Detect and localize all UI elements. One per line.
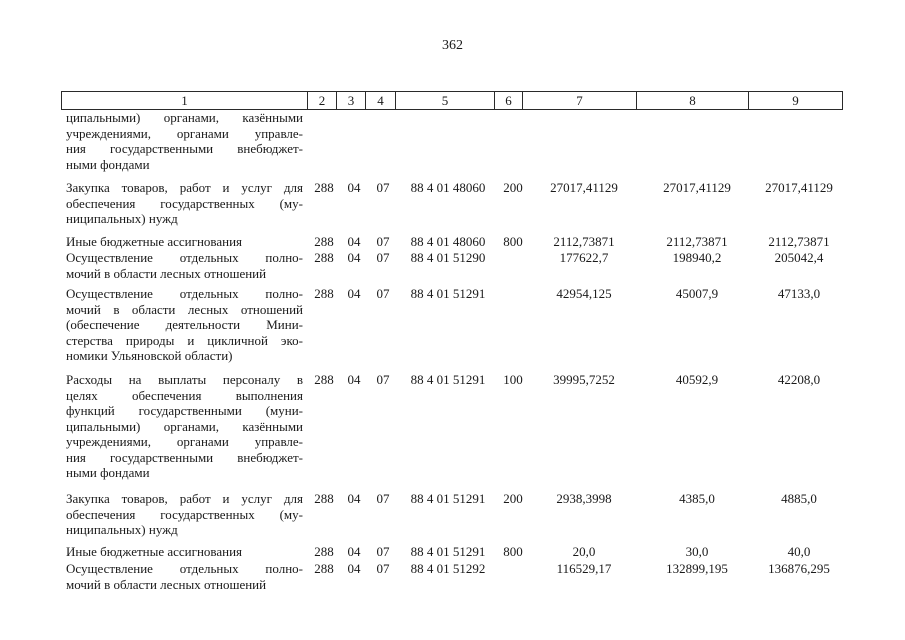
row-description bbox=[66, 372, 303, 481]
cell-target-article: 88 4 01 48060 bbox=[410, 180, 486, 195]
description-line: мочий в области лесных отношений bbox=[66, 301, 303, 317]
description-line: ципальными) органами, казёнными bbox=[66, 418, 303, 434]
description-line: Закупка товаров, работ и услуг для bbox=[66, 180, 303, 195]
header-col-3: 3 bbox=[337, 92, 366, 109]
cell-expense-type: 800 bbox=[503, 544, 523, 559]
description-line: ципальными) органами, казёнными bbox=[66, 110, 303, 125]
cell-amount-col8: 4385,0 bbox=[679, 491, 715, 506]
cell-amount-col7: 42954,125 bbox=[556, 286, 612, 301]
description-line: обеспечения государственных (му- bbox=[66, 195, 303, 211]
cell-subsection: 07 bbox=[376, 286, 390, 301]
cell-amount-col8: 40592,9 bbox=[675, 372, 719, 387]
header-col-8: 8 bbox=[637, 92, 749, 109]
description-line: целях обеспечения выполнения bbox=[66, 387, 303, 403]
cell-target-article: 88 4 01 51291 bbox=[410, 286, 486, 301]
table-row bbox=[0, 110, 905, 181]
cell-ministry: 288 bbox=[314, 286, 334, 301]
cell-expense-type: 100 bbox=[503, 372, 523, 387]
cell-amount-col8: 198940,2 bbox=[672, 250, 722, 265]
cell-section: 04 bbox=[347, 372, 361, 387]
description-line: стерства природы и цикличной эко- bbox=[66, 332, 303, 348]
description-line: Осуществление отдельных полно- bbox=[66, 561, 303, 576]
header-col-9: 9 bbox=[792, 93, 799, 108]
description-line: (обеспечение деятельности Мини- bbox=[66, 317, 303, 332]
cell-amount-col7: 116529,17 bbox=[556, 561, 612, 576]
cell-section: 04 bbox=[347, 561, 361, 576]
description-line: ния государственными внебюджет- bbox=[66, 141, 303, 156]
cell-ministry: 288 bbox=[314, 491, 334, 506]
description-line: ния государственными внебюджет- bbox=[66, 449, 303, 465]
header-col-4: 4 bbox=[366, 92, 396, 109]
cell-amount-col9: 136876,295 bbox=[768, 561, 830, 576]
row-description bbox=[66, 286, 303, 364]
cell-amount-col9: 47133,0 bbox=[777, 286, 821, 301]
description-line: мочий в области лесных отношений bbox=[66, 265, 267, 281]
cell-amount-col8: 2112,73871 bbox=[666, 234, 728, 249]
cell-subsection: 07 bbox=[376, 491, 390, 506]
cell-subsection: 07 bbox=[376, 234, 390, 249]
cell-expense-type: 200 bbox=[503, 180, 523, 195]
cell-section: 04 bbox=[347, 250, 361, 265]
cell-amount-col9: 205042,4 bbox=[774, 250, 824, 265]
header-col-7: 7 bbox=[523, 92, 637, 109]
cell-subsection: 07 bbox=[376, 180, 390, 195]
description-line: Иные бюджетные ассигнования bbox=[66, 234, 243, 249]
description-line: функций государственными (муни- bbox=[66, 403, 303, 418]
row-description bbox=[66, 250, 303, 281]
cell-amount-col9: 4885,0 bbox=[781, 491, 817, 506]
cell-amount-col9: 27017,41129 bbox=[765, 180, 833, 195]
cell-subsection: 07 bbox=[376, 250, 390, 265]
cell-section: 04 bbox=[347, 491, 361, 506]
cell-subsection: 07 bbox=[376, 372, 390, 387]
row-description bbox=[66, 110, 303, 172]
cell-amount-col7: 2938,3998 bbox=[556, 491, 612, 506]
row-description bbox=[66, 561, 303, 592]
cell-target-article: 88 4 01 51292 bbox=[410, 561, 486, 576]
cell-target-article: 88 4 01 51291 bbox=[410, 372, 486, 387]
cell-amount-col7: 27017,41129 bbox=[550, 180, 618, 195]
cell-ministry: 288 bbox=[314, 561, 334, 576]
cell-ministry: 288 bbox=[314, 372, 334, 387]
description-line: ниципальных) нужд bbox=[66, 211, 178, 226]
cell-amount-col8: 30,0 bbox=[685, 544, 709, 559]
cell-amount-col9: 2112,73871 bbox=[768, 234, 830, 249]
description-line: обеспечения государственных (му- bbox=[66, 506, 303, 522]
description-line: ными фондами bbox=[66, 156, 150, 172]
cell-amount-col9: 40,0 bbox=[787, 544, 811, 559]
cell-expense-type: 800 bbox=[503, 234, 523, 249]
cell-amount-col7: 177622,7 bbox=[559, 250, 609, 265]
header-col-1: 1 bbox=[62, 92, 308, 109]
cell-target-article: 88 4 01 51290 bbox=[410, 250, 486, 265]
description-line: Осуществление отдельных полно- bbox=[66, 286, 303, 301]
description-line: Расходы на выплаты персоналу в bbox=[66, 372, 303, 387]
cell-amount-col8: 27017,41129 bbox=[663, 180, 731, 195]
cell-ministry: 288 bbox=[314, 544, 334, 559]
description-line: номики Ульяновской области) bbox=[66, 348, 233, 363]
description-line: Осуществление отдельных полно- bbox=[66, 250, 303, 265]
cell-target-article: 88 4 01 48060 bbox=[410, 234, 486, 249]
table-body bbox=[0, 110, 905, 181]
description-line: Закупка товаров, работ и услуг для bbox=[66, 491, 303, 506]
row-description bbox=[66, 234, 303, 250]
cell-target-article: 88 4 01 51291 bbox=[410, 544, 486, 559]
description-line: Иные бюджетные ассигнования bbox=[66, 544, 243, 559]
cell-subsection: 07 bbox=[376, 561, 390, 576]
cell-ministry: 288 bbox=[314, 180, 334, 195]
row-description bbox=[66, 491, 303, 538]
cell-section: 04 bbox=[347, 286, 361, 301]
header-col-6: 6 bbox=[495, 92, 523, 109]
cell-amount-col8: 132899,195 bbox=[666, 561, 728, 576]
description-line: учреждениями, органами управле- bbox=[66, 125, 303, 141]
header-col-5: 5 bbox=[396, 92, 495, 109]
row-description bbox=[66, 544, 303, 560]
cell-amount-col7: 39995,7252 bbox=[553, 372, 615, 387]
cell-section: 04 bbox=[347, 180, 361, 195]
row-description bbox=[66, 180, 303, 227]
cell-section: 04 bbox=[347, 544, 361, 559]
cell-amount-col9: 42208,0 bbox=[777, 372, 821, 387]
table-header bbox=[61, 91, 843, 110]
description-line: ными фондами bbox=[66, 465, 150, 480]
description-line: учреждениями, органами управле- bbox=[66, 434, 303, 449]
cell-subsection: 07 bbox=[376, 544, 390, 559]
cell-target-article: 88 4 01 51291 bbox=[410, 491, 486, 506]
cell-amount-col7: 20,0 bbox=[572, 544, 596, 559]
cell-section: 04 bbox=[347, 234, 361, 249]
cell-ministry: 288 bbox=[314, 250, 334, 265]
cell-expense-type: 200 bbox=[503, 491, 523, 506]
description-line: ниципальных) нужд bbox=[66, 522, 178, 537]
description-line: мочий в области лесных отношений bbox=[66, 576, 267, 592]
cell-amount-col8: 45007,9 bbox=[675, 286, 719, 301]
cell-ministry: 288 bbox=[314, 234, 334, 249]
header-col-2: 2 bbox=[308, 92, 337, 109]
page-number: 362 bbox=[442, 38, 463, 53]
cell-amount-col7: 2112,73871 bbox=[553, 234, 615, 249]
